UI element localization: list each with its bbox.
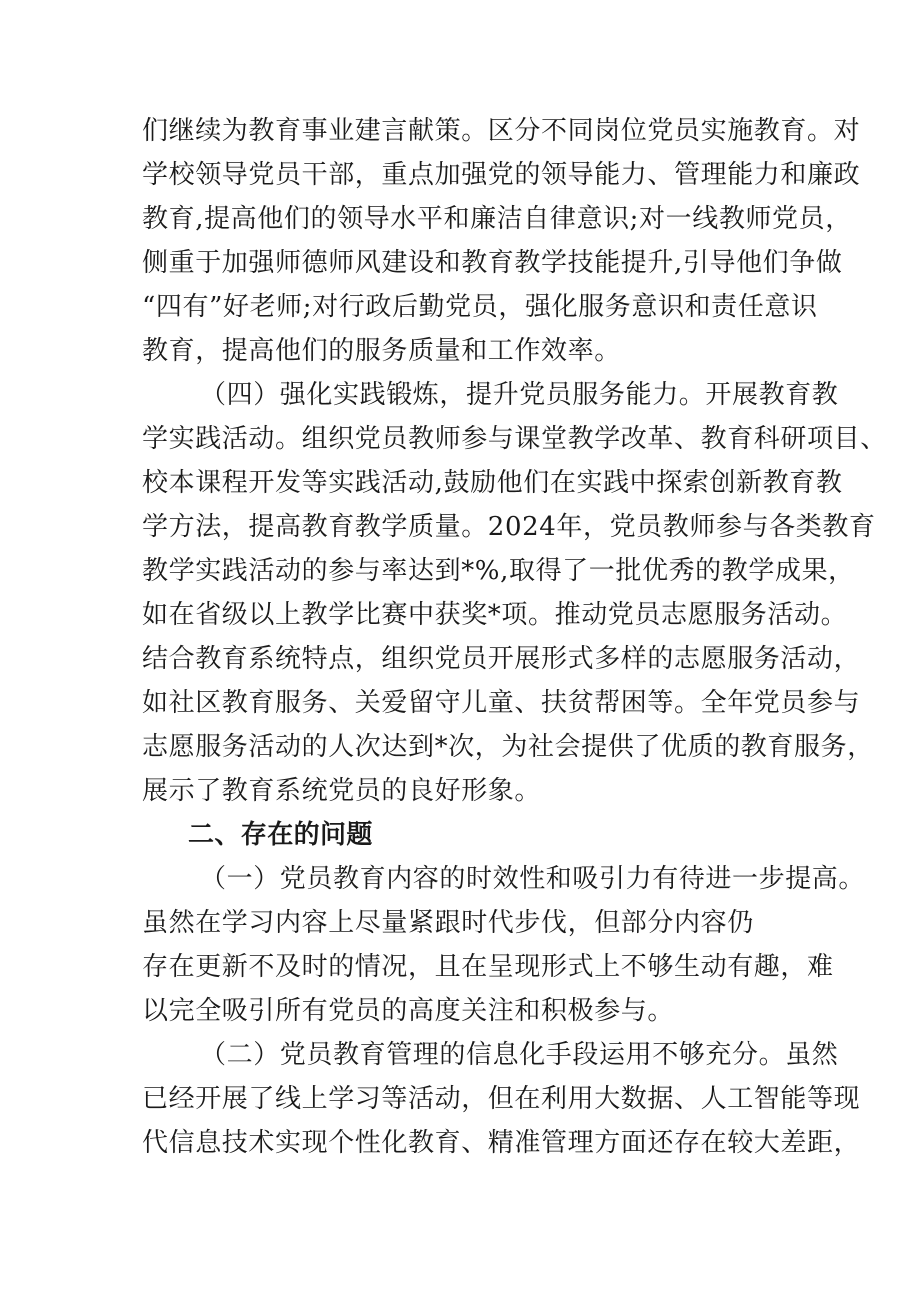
body-text-line: 如社区教育服务、关爱留守儿童、扶贫帮困等。全年党员参与 — [142, 688, 861, 718]
body-text-line: 校本课程开发等实践活动,鼓励他们在实践中探索创新教育教 — [142, 468, 843, 498]
body-text-line: 以完全吸引所有党员的高度关注和积极参与。 — [142, 996, 675, 1026]
body-text-line: 代信息技术实现个性化教育、精准管理方面还存在较大差距， — [142, 1128, 861, 1158]
body-text-line: 志愿服务活动的人次达到*次，为社会提供了优质的教育服务， — [142, 732, 874, 762]
body-text-line: 学校领导党员干部，重点加强党的领导能力、管理能力和廉政 — [142, 160, 861, 190]
body-text-line: 教育,提高他们的领导水平和廉洁自律意识;对一线教师党员， — [142, 204, 852, 234]
section-heading: 二、存在的问题 — [188, 820, 373, 850]
body-text-line: 结合教育系统特点，组织党员开展形式多样的志愿服务活动， — [142, 644, 861, 674]
body-text-line: 虽然在学习内容上尽量紧跟时代步伐，但部分内容仍 — [142, 908, 754, 938]
section-paragraph-start: （一）党员教育内容的时效性和吸引力有待进一步提高。 — [200, 864, 866, 894]
body-text-line: 们继续为教育事业建言献策。区分不同岗位党员实施教育。对 — [142, 116, 861, 146]
body-text-line: 展示了教育系统党员的良好形象。 — [142, 776, 542, 806]
body-text-line: 如在省级以上教学比赛中获奖*项。推动党员志愿服务活动。 — [142, 600, 848, 630]
body-text-line: “四有”好老师;对行政后勤党员，强化服务意识和责任意识 — [142, 292, 818, 322]
body-text-line: 学实践活动。组织党员教师参与课堂教学改革、教育科研项目、 — [142, 424, 887, 454]
body-text-line: 教育，提高他们的服务质量和工作效率。 — [142, 336, 621, 366]
body-text-line: 教学实践活动的参与率达到*%,取得了一批优秀的教学成果， — [142, 556, 855, 586]
body-text-line: 侧重于加强师德师风建设和教育教学技能提升,引导他们争做 — [142, 248, 843, 278]
body-text-line: 存在更新不及时的情况，且在呈现形式上不够生动有趣，难 — [142, 952, 834, 982]
section-paragraph-start: （四）强化实践锻炼，提升党员服务能力。开展教育教 — [200, 380, 839, 410]
section-paragraph-start: （二）党员教育管理的信息化手段运用不够充分。虽然 — [200, 1040, 839, 1070]
body-text-line: 学方法，提高教育教学质量。2024年，党员教师参与各类教育 — [142, 512, 876, 542]
body-text-line: 已经开展了线上学习等活动，但在利用大数据、人工智能等现 — [142, 1084, 861, 1114]
